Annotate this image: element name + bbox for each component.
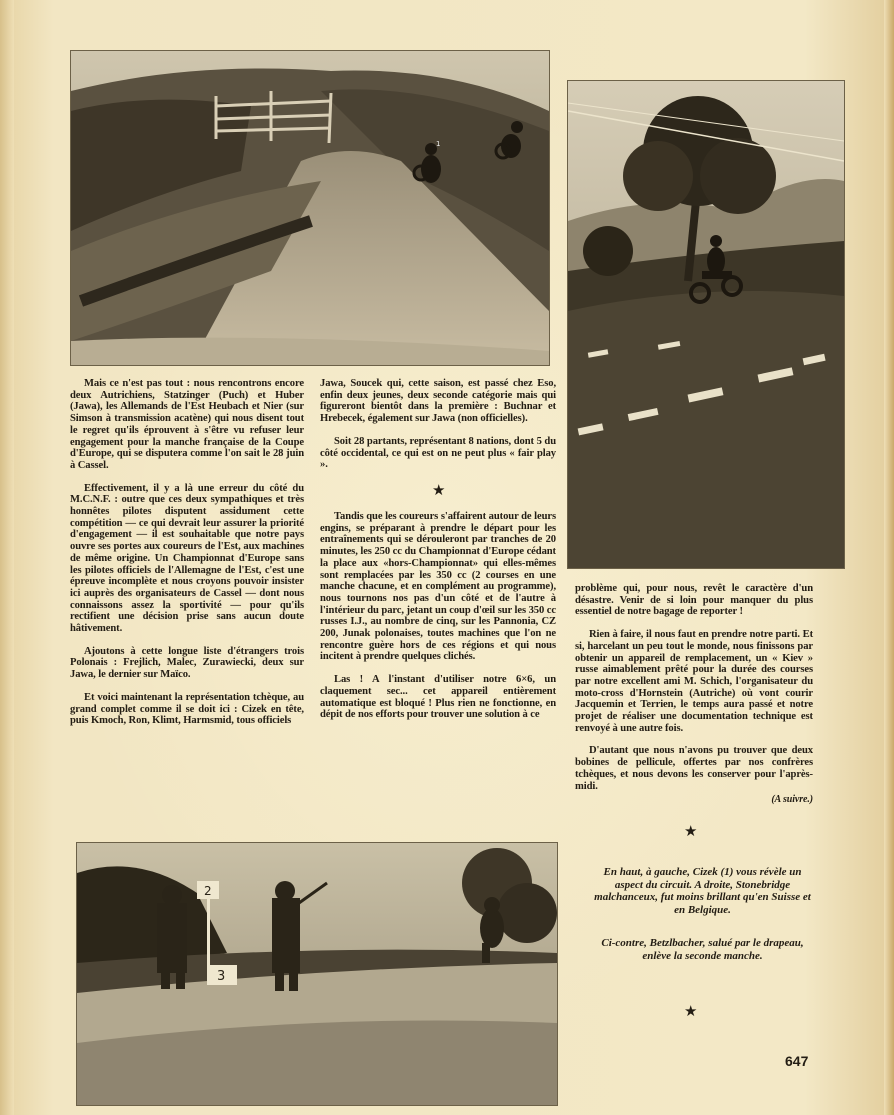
article-column-2-top <box>320 378 556 482</box>
photo-circuit-cizek <box>70 50 550 366</box>
caption-top-photos: En haut, à gauche, Cizek (1) vous révèle un aspect du circuit. A droite, Stonebridge malchanceux, fut moins brillant qu'en Suisse et en Belgique. <box>594 866 811 916</box>
caption-bottom-photo: Ci-contre, Betzlbacher, salué par le drapeau, enlève la seconde manche. <box>601 937 804 962</box>
paragraph: Soit 28 partants, représentant 8 nations, dont 5 du côté occidental, ce qui est on ne peut plus « fair play ». <box>320 435 556 471</box>
article-column-1 <box>70 378 304 727</box>
section-star: ★ <box>684 1002 698 1020</box>
page-number: 647 <box>785 1053 809 1069</box>
post-number-label: 2 <box>204 884 212 898</box>
page-edge-left <box>0 0 14 1115</box>
paragraph: Rien à faire, il nous faut en prendre notre parti. Et si, harcelant un peu tout le monde, nous finissons par obtenir un appareil de remplacement, un « Kiev » russe aimablement prêté pour la durée des courses par notre excellent ami M. Schich, l'organisateur du moto-cross d'Hornstein (Autriche) où vont courir Jacquemin et Terrien, le temps aura passé et notre projet de réaliser une documentation technique est renvoyé à une autre fois. <box>575 629 813 734</box>
photo-captions <box>590 866 815 983</box>
photo-betzlbacher-flag <box>76 842 558 1106</box>
paragraph: D'autant que nous n'avons pu trouver que deux bobines de pellicule, offertes par nos confrères tchèques, et nous devons les conserver pour l'après-midi. <box>575 745 813 792</box>
section-star: ★ <box>432 481 446 499</box>
section-star: ★ <box>684 822 698 840</box>
sign-number-label: 3 <box>217 969 226 984</box>
paragraph: Ajoutons à cette longue liste d'étrangers trois Polonais : Frejlich, Malec, Zurawiecki, deux sur Jawa, le dernier sur Maïco. <box>70 645 304 681</box>
paragraph: Et voici maintenant la représentation tchèque, au grand complet comme il se doit ici : Cizek en tête, puis Kmoch, Ron, Klimt, Harmsmid, tous officiels <box>70 691 304 727</box>
rider-number-label: 1 <box>436 140 441 148</box>
photo-stonebridge <box>567 80 845 569</box>
page-edge-right <box>884 0 894 1115</box>
paragraph: Mais ce n'est pas tout : nous rencontrons encore deux Autrichiens, Statzinger (Puch) et Huber (Jawa), les Allemands de l'Est Heubach et Nier (sur Simson à transmission acatène) qui nous disent tout le regret qu'ils éprouvent à s'être vu refuser leur engagement pour la manche française de la Coupe d'Europe, qui se disputera comme l'on sait le 28 juin à Cassel. <box>70 378 304 471</box>
to-be-continued: (A suivre.) <box>771 794 813 806</box>
paragraph: Jawa, Soucek qui, cette saison, est passé chez Eso, enfin deux jeunes, deux seconde catégorie mais qui figureront bientôt dans la première : Buchnar et Hrebecek, également sur Jawa (non officielles). <box>320 378 556 425</box>
paragraph: Las ! A l'instant d'utiliser notre 6×6, un claquement sec... cet appareil entièrement automatique est bloqué ! Plus rien ne fonctionne, en dépit de nos efforts pour trouver une solution à ce <box>320 674 556 721</box>
article-column-3 <box>575 583 813 806</box>
paragraph: Effectivement, il y a là une erreur du côté du M.C.N.F. : outre que ces deux sympathiques et très honnêtes pilotes disputent assidument cette compétition — ce qui devrait leur assurer la priorité d'engagement — il est souhaitable que notre pays ouvre ses portes aux coureurs de l'Est, aux machines de même origine. Un Championnat d'Europe sans les pilotes officiels de l'Allemagne de l'Est, c'est une épreuve incomplète et nous croyons pouvoir insister ici auprès des organisateurs de Cassel — dont nous connaissons assez la sportivité — pour qu'ils rectifient une décision prise sans aucun doute hâtivement. <box>70 482 304 635</box>
article-column-2-bottom <box>320 511 556 721</box>
paragraph: problème qui, pour nous, revêt le caractère d'un désastre. Venir de si loin pour manquer du plus essentiel de notre bagage de reporter ! <box>575 583 813 618</box>
paragraph: Tandis que les coureurs s'affairent autour de leurs engins, se préparant à prendre le départ pour les entraînements qui se dérouleront par tranches de 20 minutes, les 250 cc du Championnat d'Europe cédant la place aux «hors-Championnat» qui elles-mêmes sont remplacées par les 350 cc (2 courses en une manche chacune, et en complément au programme), nous tournons nos pas d'un côté et de l'autre à l'intérieur du parc, jetant un coup d'œil sur les 350 cc russes I.J., au nombre de cinq, sur les Pannonia, CZ 200, Junak polonaises, toutes machines que l'on ne rencontre guère hors de ces régions et qui nous incitent à prendre quelques clichés. <box>320 511 556 663</box>
